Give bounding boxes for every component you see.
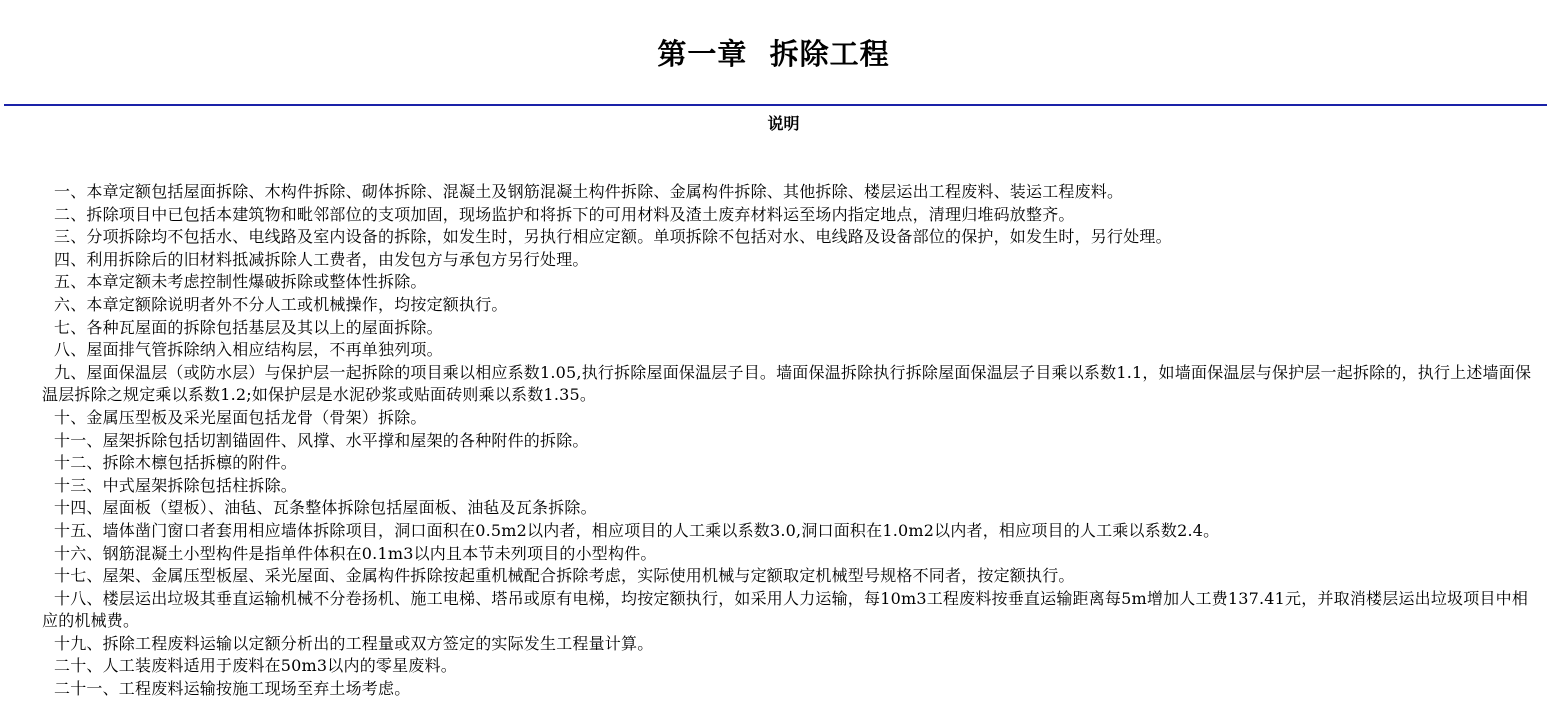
list-item: 五、本章定额未考虑控制性爆破拆除或整体性拆除。: [54, 272, 427, 292]
list-item: 二十、人工装废料适用于废料在50m3以内的零星废料。: [54, 656, 457, 676]
list-item: 十七、屋架、金属压型板屋、采光屋面、金属构件拆除按起重机械配合拆除考虑，实际使用机械与定额取定机械型号规格不同者，按定额执行。: [54, 566, 1075, 586]
list-item: 七、各种瓦屋面的拆除包括基层及其以上的屋面拆除。: [54, 317, 443, 337]
list-item: 十二、拆除木檩包括拆檩的附件。: [54, 453, 298, 473]
list-item: 四、利用拆除后的旧材料抵减拆除人工费者，由发包方与承包方另行处理。: [54, 249, 589, 269]
list-item: 十一、屋架拆除包括切割锚固件、风撑、水平撑和屋架的各种附件的拆除。: [54, 430, 589, 450]
chapter-title: 第一章 拆除工程: [657, 37, 890, 71]
title-divider: [4, 104, 1547, 106]
list-item: 十三、中式屋架拆除包括柱拆除。: [54, 475, 298, 495]
list-item: 十九、拆除工程废料运输以定额分析出的工程量或双方签定的实际发生工程量计算。: [54, 633, 654, 653]
list-item: 一、本章定额包括屋面拆除、木构件拆除、砌体拆除、混凝土及钢筋混凝土构件拆除、金属构件拆除、其他拆除、楼层运出工程废料、装运工程废料。: [54, 182, 1124, 201]
list-item: 十、金属压型板及采光屋面包括龙骨（骨架）拆除。: [54, 407, 427, 427]
list-item: 十五、墙体凿门窗口者套用相应墙体拆除项目，洞口面积在0.5m2以内者，相应项目的人工乘以系数3.0,洞口面积在1.0m2以内者，相应项目的人工乘以系数2.4。: [54, 520, 1220, 540]
list-item: 三、分项拆除均不包括水、电线路及室内设备的拆除，如发生时，另执行相应定额。单项拆除不包括对水、电线路及设备部位的保护，如发生时，另行处理。: [54, 227, 1172, 247]
list-item: 十四、屋面板（望板）、油毡、瓦条整体拆除包括屋面板、油毡及瓦条拆除。: [54, 498, 597, 518]
section-heading: 说明: [767, 114, 800, 133]
explanation-list: [42, 181, 1542, 701]
list-item: 十六、钢筋混凝土小型构件是指单件体积在0.1m3以内且本节未列项目的小型构件。: [54, 543, 657, 563]
list-item: 八、屋面排气管拆除纳入相应结构层，不再单独列项。: [54, 340, 443, 360]
list-item: 九、屋面保温层（或防水层）与保护层一起拆除的项目乘以相应系数1.05,执行拆除屋面保温层子目。墙面保温拆除执行拆除屋面保温层子目乘以系数1.1，如墙面保温层与保护层一起拆除的，执行上述墙面保温层拆除之规定乘以系数1.2;如保护层是水泥砂浆或贴面砖则乘以系数1.35。: [42, 362, 1532, 405]
list-item: 二、拆除项目中已包括本建筑物和毗邻部位的支项加固，现场监护和将拆下的可用材料及渣土废弃材料运至场内指定地点，清理归堆码放整齐。: [54, 204, 1075, 224]
list-item: 十八、楼层运出垃圾其垂直运输机械不分卷扬机、施工电梯、塔吊或原有电梯，均按定额执行，如采用人力运输，每10m3工程废料按垂直运输距离每5m增加人工费137.41元，并取消楼层运出垃圾项目中相应的机械费。: [42, 588, 1529, 631]
list-item: 二十一、工程废料运输按施工现场至弃土场考虑。: [54, 679, 411, 699]
list-item: 六、本章定额除说明者外不分人工或机械操作，均按定额执行。: [54, 294, 508, 314]
